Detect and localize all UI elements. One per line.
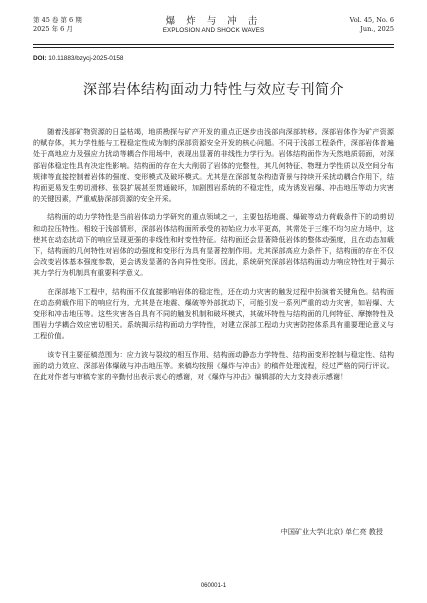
article-title: 深部岩体结构面动力特性与效应专刊简介 [83,82,344,98]
running-header [33,16,394,42]
volume-issue-en: Vol. 45, No. 6 [349,16,394,24]
paragraph-4: 该专刊主要征稿范围为：应力波与裂纹的相互作用、结构面动静态力学特性、结构面变形控制与稳定性、结构面的动力效应、深部岩体爆破与冲击地压等。来稿均按照《爆炸与冲击》的稿件处理流程，经过严格的同行评议。在此对作者与审稿专家的辛勤付出表示衷心的感谢，对《爆炸与冲击》编辑部的大力支持表示感谢！ [33,349,394,382]
doi-value[interactable]: 10.11883/bzycj-2025-0158 [46,55,124,62]
page-number: 060001-1 [200,583,227,589]
date-cn: 2025 年 6 月 [33,24,73,33]
journal-name-en: EXPLOSION AND SHOCK WAVES [162,27,265,34]
header-rule-thin [33,47,394,48]
date-en: Jun., 2025 [360,24,394,33]
journal-name-cn: 爆 炸 与 冲 击 [165,16,262,27]
paragraph-1: 随着浅部矿物资源的日益枯竭，地质勘探与矿产开发的重点正逐步由浅部向深部转移。深部岩体作为矿产资源的赋存体，其力学性能与工程稳定性成为制约深部资源安全开发的核心问题。不同于浅部工程条件，深部岩体普遍处于高地应力及强应力扰动等耦合作用场中，表现出显著的非线性力学行为。岩体结构面作为天然地质弱面，对深部岩体稳定性具有决定性影响。结构面的存在大大削弱了岩体的完整性，其几何特征、物理力学性质以及空间分布规律等直接控制着岩体的强度、变形模式及破坏模式。尤其是在深部复杂构造背景与持续开采扰动耦合作用下，结构面更易发生剪切滑移、张裂扩展甚至贯通破坏，加剧围岩系统的不稳定性，成为诱发岩爆、冲击地压等动力灾害的关键因素，严重威胁深部资源的安全开采。 [33,127,394,204]
author-signature: 中国矿业大学(北京) 单仁亮 教授 [280,527,383,536]
paragraph-3: 在深部地下工程中，结构面不仅直接影响岩体的稳定性，还在动力灾害的触发过程中扮演着关键角色。结构面在动态荷载作用下的响应行为，尤其是在地震、爆破等外部扰动下，可能引发一系列严重的动力灾害，如岩爆、大变形和冲击地压等。这些灾害各自具有不同的触发机制和破坏模式，其破坏特性与结构面的几何特征、摩擦特性及围岩力学耦合效应密切相关。系统揭示结构面动力学特性，对建立深部工程动力灾害防控体系具有重要理论意义与工程价值。 [33,286,394,341]
doi-line[interactable] [33,55,123,62]
doi-label: DOI: [33,55,47,62]
volume-issue-cn: 第 45 卷 第 6 期 [33,16,82,24]
paragraph-2: 结构面的动力学特性是当前岩体动力学研究的重点领域之一，主要包括地震、爆破等动力荷载条件下的动剪切和动拉压特性。相较于浅部情形，深部岩体结构面所承受的初始应力水平更高，其常处于三维不均匀应力场中，这使其在动态扰动下的响应呈现更强的非线性和时变性特征。结构面还会显著降低岩体的整体动强度，且在动态加载下，结构面的几何特性对岩体的动强度和变形行为具有显著控制作用。尤其深部高应力条件下，结构面的存在不仅会改变岩体基本强度参数，更会诱发显著的各向异性变形。因此，系统研究深部岩体结构面动力响应特性对于揭示其力学行为机制具有重要科学意义。 [33,212,394,278]
journal-name [33,16,394,35]
header-rule-thick [33,44,394,45]
article-body [33,126,394,389]
issue-info-en [350,16,394,33]
